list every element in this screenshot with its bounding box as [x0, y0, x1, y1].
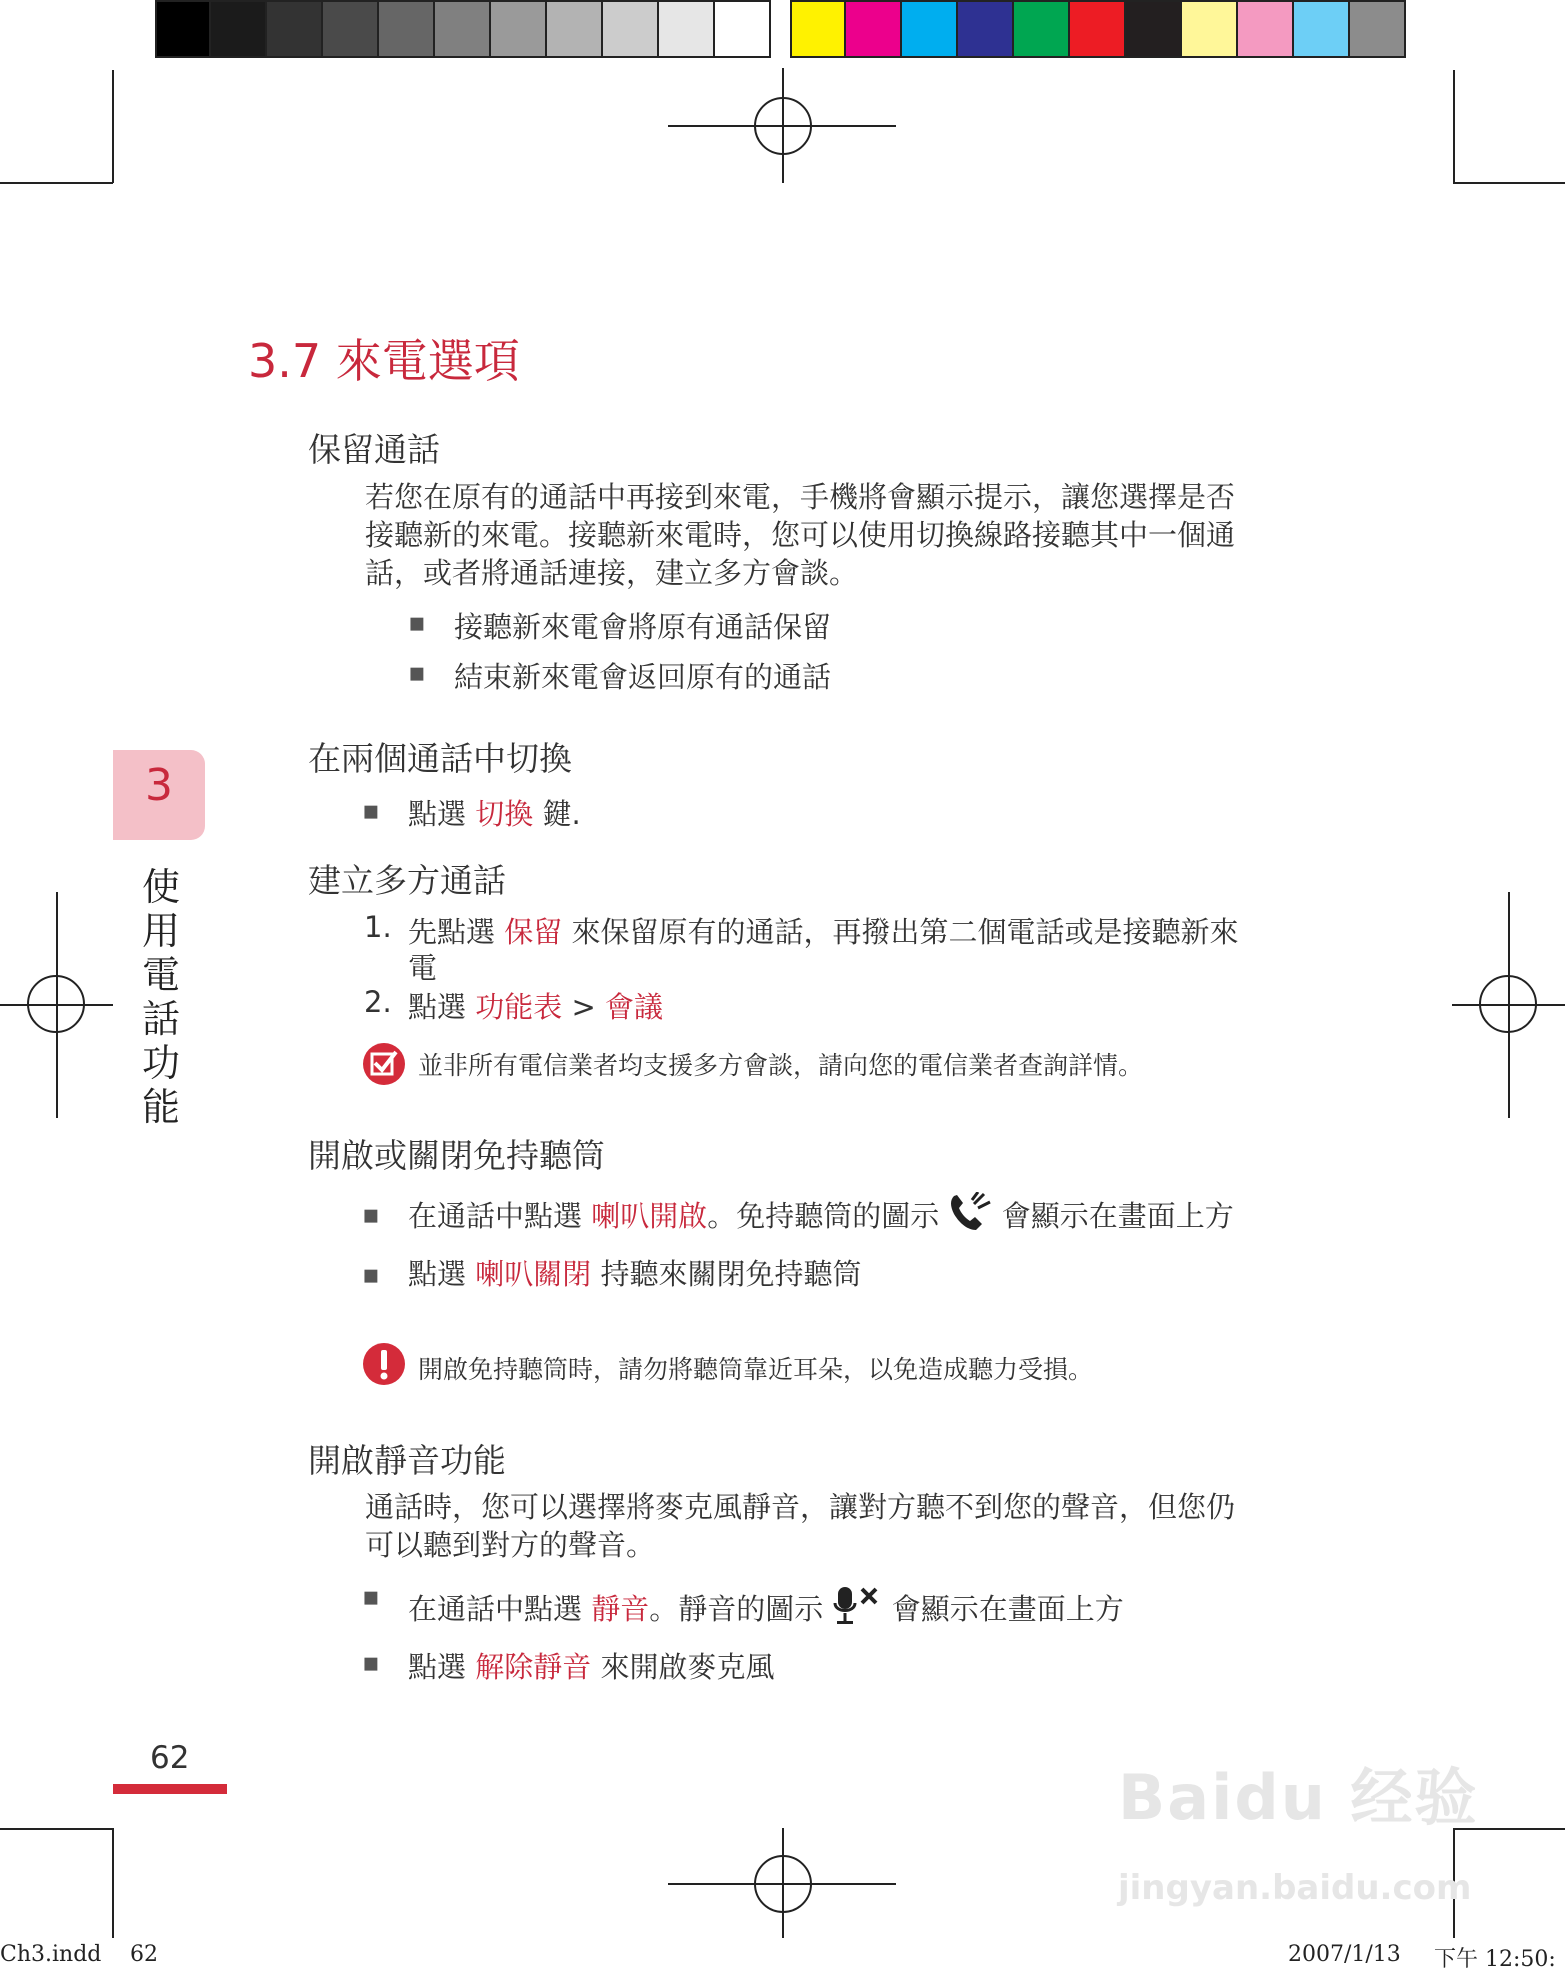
conference-step-1-wrap: 電: [408, 951, 438, 985]
speaker-bullet-2: [408, 1252, 861, 1293]
color-swatch: [846, 0, 902, 58]
step-number: 1.: [364, 910, 392, 944]
bullet-marker: ▪: [362, 796, 380, 826]
color-swatch: [1238, 0, 1294, 58]
text: 會顯示在畫面上方: [1001, 1199, 1234, 1233]
hold-paragraph: [365, 478, 1325, 592]
chapter-title: 使用電話功能: [141, 865, 180, 1129]
text: 會顯示在畫面上方: [891, 1592, 1124, 1626]
step-number: 2.: [364, 985, 392, 1019]
color-swatch: [1350, 0, 1406, 58]
heading-mute: 開啟靜音功能: [308, 1441, 506, 1480]
section-title: 3.7 來電選項: [248, 334, 520, 388]
text-line: 若您在原有的通話中再接到來電，手機將會顯示提示，讓您選擇是否: [365, 480, 1236, 514]
chapter-number: 3: [145, 760, 173, 811]
color-swatch: [958, 0, 1014, 58]
text: 來開啟麥克風: [600, 1650, 775, 1684]
color-swatch: [603, 0, 659, 58]
color-swatch: [1182, 0, 1238, 58]
mute-paragraph: [365, 1488, 1325, 1564]
text-line: 可以聽到對方的聲音。: [365, 1528, 656, 1562]
crop-mark: [1453, 182, 1565, 184]
color-swatch: [659, 0, 715, 58]
speaker-warning: 開啟免持聽筒時，請勿將聽筒靠近耳朵，以免造成聽力受損。: [418, 1355, 1094, 1384]
color-swatch: [267, 0, 323, 58]
bullet-marker: ▪: [408, 658, 426, 688]
speaker-on-key: 喇叭開啟: [591, 1199, 708, 1233]
text: 點選: [408, 990, 467, 1024]
registration-circle: [754, 97, 812, 155]
switch-instruction: [408, 792, 581, 833]
registration-circle: [1479, 975, 1537, 1033]
grayscale-color-bar: [155, 0, 771, 58]
bullet-marker: ▪: [408, 608, 426, 638]
text-line: 通話時，您可以選擇將麥克風靜音，讓對方聽不到您的聲音，但您仍: [365, 1490, 1236, 1524]
registration-circle: [27, 975, 85, 1033]
page-number: 62: [150, 1740, 190, 1776]
conference-step-1: [408, 910, 1238, 951]
slug-time: 下午 12:50:: [1434, 1947, 1556, 1972]
slug-filename: Ch3.indd: [0, 1942, 102, 1967]
text: 。靜音的圖示: [649, 1592, 824, 1626]
heading-switch-calls: 在兩個通話中切換: [308, 739, 572, 778]
color-swatch: [379, 0, 435, 58]
crop-mark: [1453, 70, 1455, 183]
text: 鍵.: [542, 797, 581, 831]
text-line: 話，或者將通話連接，建立多方會談。: [365, 556, 859, 590]
process-color-bar: [790, 0, 1406, 58]
crop-mark: [112, 1828, 114, 1938]
color-swatch: [211, 0, 267, 58]
heading-hold-call: 保留通話: [308, 430, 440, 469]
color-swatch: [155, 0, 211, 58]
checkmark-note-icon: [362, 1042, 406, 1086]
text: 持聽來關閉免持聽筒: [600, 1257, 862, 1291]
mute-bullet-1: [408, 1585, 1124, 1628]
bullet-marker: ▪: [362, 1260, 380, 1290]
color-swatch: [547, 0, 603, 58]
speakerphone-icon: [948, 1192, 992, 1232]
crop-mark: [0, 182, 113, 184]
color-swatch: [1126, 0, 1182, 58]
unmute-key: 解除靜音: [475, 1650, 592, 1684]
mute-bullet-2: [408, 1645, 774, 1686]
watermark-logo: Baidu 经验: [1118, 1761, 1479, 1834]
color-swatch: [1070, 0, 1126, 58]
conference-key: 會議: [605, 990, 664, 1024]
registration-circle: [754, 1855, 812, 1913]
text: 先點選: [408, 915, 496, 949]
text: 在通話中點選: [408, 1199, 583, 1233]
menu-key: 功能表: [475, 990, 563, 1024]
mute-key: 靜音: [591, 1592, 650, 1626]
hold-key: 保留: [504, 915, 563, 949]
color-swatch: [790, 0, 846, 58]
warning-icon: [362, 1342, 406, 1386]
speaker-bullet-1: [408, 1192, 1234, 1235]
speaker-off-key: 喇叭關閉: [475, 1257, 592, 1291]
color-swatch: [1294, 0, 1350, 58]
hold-bullet-2: 結束新來電會返回原有的通話: [454, 660, 832, 694]
slug-page: 62: [130, 1942, 158, 1967]
bullet-marker: ▪: [362, 1648, 380, 1678]
color-swatch: [491, 0, 547, 58]
text: 點選: [408, 797, 467, 831]
conference-note: 並非所有電信業者均支援多方會談，請向您的電信業者查詢詳情。: [418, 1051, 1144, 1080]
heading-speakerphone: 開啟或關閉免持聽筒: [308, 1136, 605, 1175]
text: 在通話中點選: [408, 1592, 583, 1626]
color-swatch: [902, 0, 958, 58]
bullet-marker: ▪: [362, 1582, 380, 1612]
color-swatch: [715, 0, 771, 58]
heading-conference-call: 建立多方通話: [308, 861, 506, 900]
page-number-bar: [113, 1784, 227, 1794]
color-swatch: [435, 0, 491, 58]
switch-key: 切換: [475, 797, 534, 831]
conference-step-2: [408, 985, 663, 1026]
text-line: 接聽新的來電。接聽新來電時，您可以使用切換線路接聽其中一個通: [365, 518, 1236, 552]
watermark-url: jingyan.baidu.com: [1118, 1868, 1472, 1908]
crop-mark: [112, 70, 114, 183]
text: 點選: [408, 1257, 467, 1291]
color-swatch: [323, 0, 379, 58]
text: 來保留原有的通話，再撥出第二個電話或是接聽新來: [571, 915, 1239, 949]
mute-icon: [832, 1585, 882, 1627]
hold-bullet-1: 接聽新來電會將原有通話保留: [454, 610, 832, 644]
color-swatch: [1014, 0, 1070, 58]
text: 。免持聽筒的圖示: [707, 1199, 940, 1233]
crop-mark: [0, 1828, 113, 1830]
text: 點選: [408, 1650, 467, 1684]
slug-date: 2007/1/13: [1288, 1942, 1401, 1967]
bullet-marker: ▪: [362, 1200, 380, 1230]
text: >: [571, 990, 596, 1024]
